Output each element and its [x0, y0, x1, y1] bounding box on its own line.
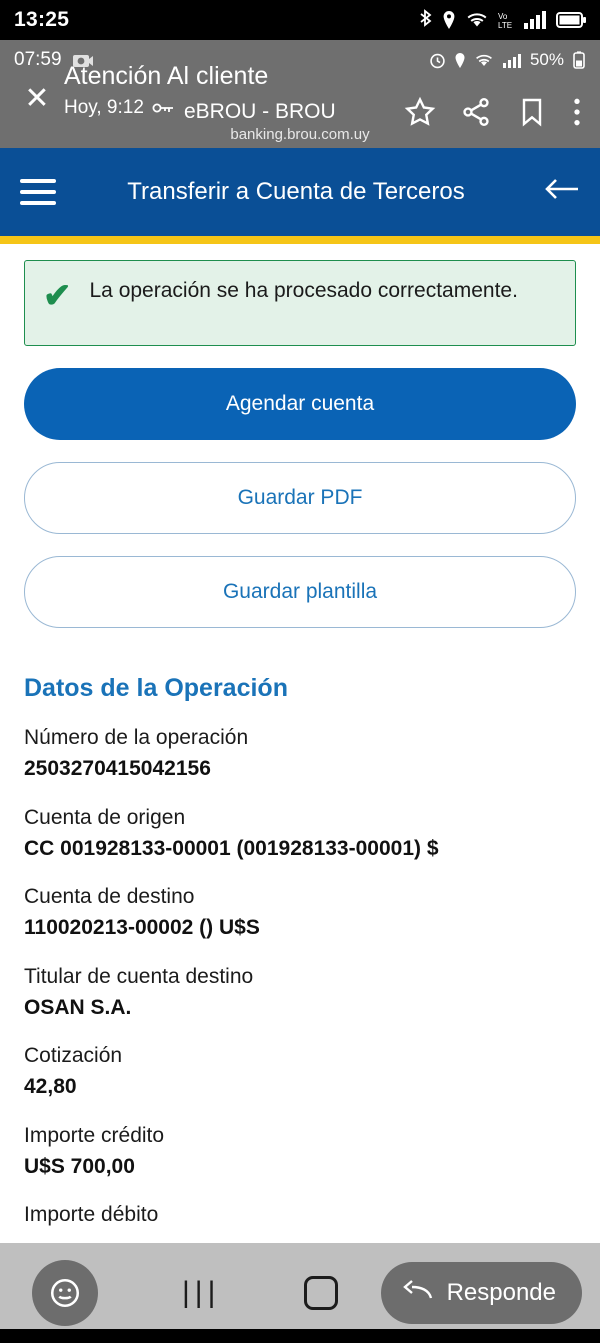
detail-label: Número de la operación — [24, 726, 249, 749]
os-status-icons — [418, 9, 586, 31]
svg-text:Vo: Vo — [498, 12, 508, 21]
detail-value: CC 001928133-00001 (001928133-00001) $ — [24, 836, 439, 860]
bottom-nav-bar — [0, 1243, 600, 1343]
browser-chrome — [0, 40, 600, 148]
detail-row-destination-account — [24, 884, 576, 942]
back-arrow-icon[interactable] — [544, 176, 580, 208]
wifi-icon — [474, 53, 494, 68]
browser-action-icons — [404, 96, 586, 128]
alarm-icon — [429, 52, 446, 69]
detail-value: 2503270415042156 — [24, 757, 211, 781]
star-icon[interactable] — [404, 96, 436, 128]
detail-label: Importe débito — [24, 1203, 159, 1226]
os-status-bar — [0, 0, 600, 40]
browser-tab-title[interactable]: eBROU - BROU — [184, 100, 336, 123]
detail-label: Titular de cuenta destino — [24, 964, 254, 988]
detail-value: 110020213-00002 () U$S — [24, 916, 260, 940]
detail-row-destination-holder — [24, 964, 576, 1022]
section-title: Datos de la Operación — [24, 674, 288, 702]
battery-icon — [556, 11, 586, 29]
svg-text:LTE: LTE — [498, 21, 513, 30]
bookmark-icon[interactable] — [516, 96, 548, 128]
bottom-inset — [0, 1329, 600, 1343]
check-icon: ✔ — [43, 277, 72, 315]
overflow-menu-icon[interactable] — [572, 96, 582, 128]
browser-status-time: 07:59 — [14, 49, 62, 70]
signal-icon — [502, 52, 522, 68]
reply-button[interactable] — [381, 1262, 582, 1324]
share-icon[interactable] — [460, 96, 492, 128]
signal-icon — [523, 10, 547, 30]
bluetooth-icon — [418, 9, 433, 31]
guardar-pdf-button[interactable]: Guardar PDF — [24, 462, 576, 534]
guardar-plantilla-button[interactable]: Guardar plantilla — [24, 556, 576, 628]
browser-status-row — [0, 44, 600, 76]
reply-button-label: Responde — [446, 1279, 556, 1306]
notification-title: Atención Al cliente — [64, 62, 269, 90]
camera-icon — [72, 51, 94, 69]
main-content — [0, 244, 600, 1243]
success-alert-message: La operación se ha procesado correctamente. — [89, 279, 518, 302]
browser-battery-text: 50% — [529, 50, 564, 69]
notification-close-icon[interactable]: ✕ — [24, 82, 50, 115]
location-icon — [442, 10, 456, 30]
home-icon[interactable] — [304, 1276, 338, 1310]
detail-value: 42,80 — [24, 1075, 77, 1099]
detail-label: Cuenta de destino — [24, 885, 195, 908]
location-icon — [454, 52, 466, 69]
detail-value: U$S 700,00 — [24, 1154, 135, 1178]
page-title: Transferir a Cuenta de Terceros — [127, 178, 465, 205]
detail-row-source-account — [24, 805, 576, 863]
recents-icon[interactable]: ||| — [182, 1276, 221, 1309]
notification-time: Hoy, 9:12 — [64, 96, 144, 118]
app-header — [0, 148, 600, 236]
detail-row-operation-number — [24, 725, 576, 783]
browser-status-icons — [429, 50, 586, 70]
success-alert — [24, 260, 576, 346]
os-clock: 13:25 — [14, 8, 70, 31]
detail-row-exchange-rate — [24, 1043, 576, 1101]
detail-row-credit-amount — [24, 1123, 576, 1181]
volte-icon — [498, 10, 514, 30]
agendar-cuenta-button[interactable]: Agendar cuenta — [24, 368, 576, 440]
address-bar[interactable]: banking.brou.com.uy — [230, 126, 370, 143]
detail-value: OSAN S.A. — [24, 995, 132, 1019]
detail-label: Cuenta de origen — [24, 805, 186, 829]
detail-label: Importe crédito — [24, 1123, 165, 1147]
detail-row-debit-amount — [24, 1202, 576, 1228]
reply-arrow-icon — [403, 1278, 433, 1309]
detail-label: Cotización — [24, 1044, 123, 1067]
accent-bar — [0, 236, 600, 244]
battery-icon — [572, 51, 586, 69]
wifi-icon — [465, 11, 489, 29]
emoji-icon[interactable] — [32, 1260, 98, 1326]
